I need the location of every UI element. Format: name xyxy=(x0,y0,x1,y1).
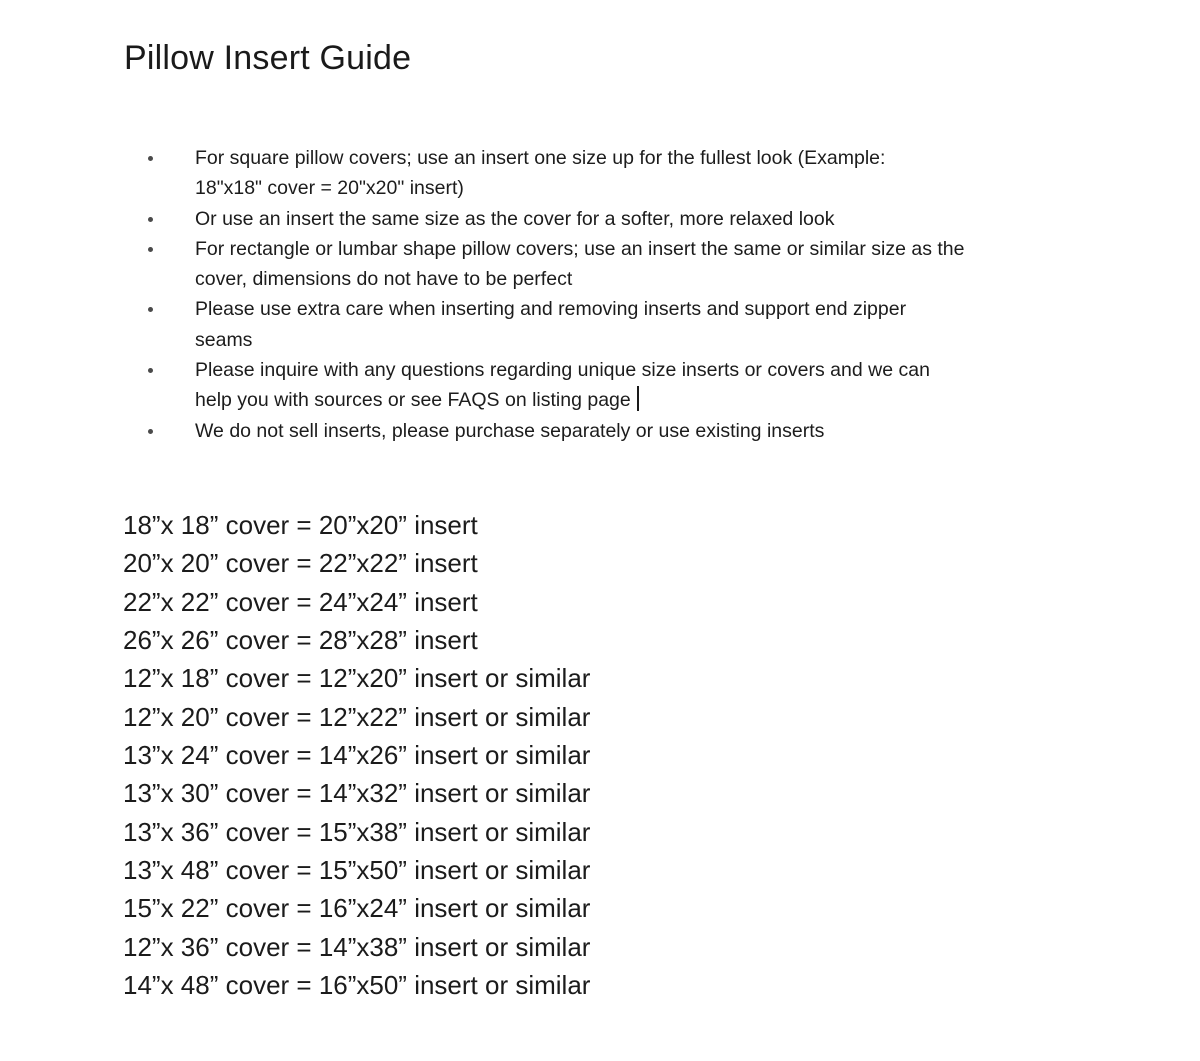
bullet-line: Please use extra care when inserting and removing inserts and support end zipper xyxy=(195,298,907,321)
bullet-icon xyxy=(148,307,153,312)
bullet-item xyxy=(148,294,965,355)
bullet-icon xyxy=(148,156,153,161)
bullet-item xyxy=(148,355,965,416)
bullet-icon xyxy=(148,247,153,252)
bullet-item xyxy=(148,416,965,446)
size-chart xyxy=(123,506,590,1004)
bullet-line: For square pillow covers; use an insert one size up for the fullest look (Example: xyxy=(195,147,886,169)
size-row: 13”x 36” cover = 15”x38” insert or similar xyxy=(123,816,591,847)
bullet-icon xyxy=(148,368,153,373)
size-row: 18”x 18” cover = 20”x20” insert xyxy=(123,510,478,540)
size-row: 13”x 48” cover = 15”x50” insert or similar xyxy=(123,854,591,885)
bullet-line: For rectangle or lumbar shape pillow covers; use an insert the same or similar size as the xyxy=(195,237,965,260)
size-row: 26”x 26” cover = 28”x28” insert xyxy=(123,624,478,655)
page-title: Pillow Insert Guide xyxy=(124,39,412,77)
bullet-line: Or use an insert the same size as the cover for a softer, more relaxed look xyxy=(195,207,835,230)
bullet-icon xyxy=(148,217,153,222)
text-caret xyxy=(637,386,639,411)
bullet-line: help you with sources or see FAQS on listing page xyxy=(195,389,631,412)
bullet-item xyxy=(148,204,965,234)
bullet-icon xyxy=(148,429,153,434)
size-row: 22”x 22” cover = 24”x24” insert xyxy=(123,586,478,617)
size-row: 20”x 20” cover = 22”x22” insert xyxy=(123,548,478,579)
bullet-item xyxy=(148,234,965,295)
bullet-line: We do not sell inserts, please purchase separately or use existing inserts xyxy=(195,419,825,442)
bullet-item xyxy=(148,143,965,204)
size-row: 14”x 48” cover = 16”x50” insert or similar xyxy=(123,969,591,1000)
size-row: 15”x 22” cover = 16”x24” insert or similar xyxy=(123,893,591,924)
bullet-line: cover, dimensions do not have to be perfect xyxy=(195,268,573,291)
bullet-line: seams xyxy=(195,328,253,351)
bullet-line: 18"x18" cover = 20"x20" insert) xyxy=(195,177,464,200)
bullet-line: Please inquire with any questions regarding unique size inserts or covers and we can xyxy=(195,359,930,382)
size-row: 13”x 30” cover = 14”x32” insert or similar xyxy=(123,778,591,809)
guidelines-list xyxy=(148,143,965,446)
size-row: 12”x 36” cover = 14”x38” insert or similar xyxy=(123,931,591,962)
size-row: 13”x 24” cover = 14”x26” insert or similar xyxy=(123,739,591,770)
size-row: 12”x 20” cover = 12”x22” insert or similar xyxy=(123,701,591,732)
size-row: 12”x 18” cover = 12”x20” insert or similar xyxy=(123,663,591,694)
